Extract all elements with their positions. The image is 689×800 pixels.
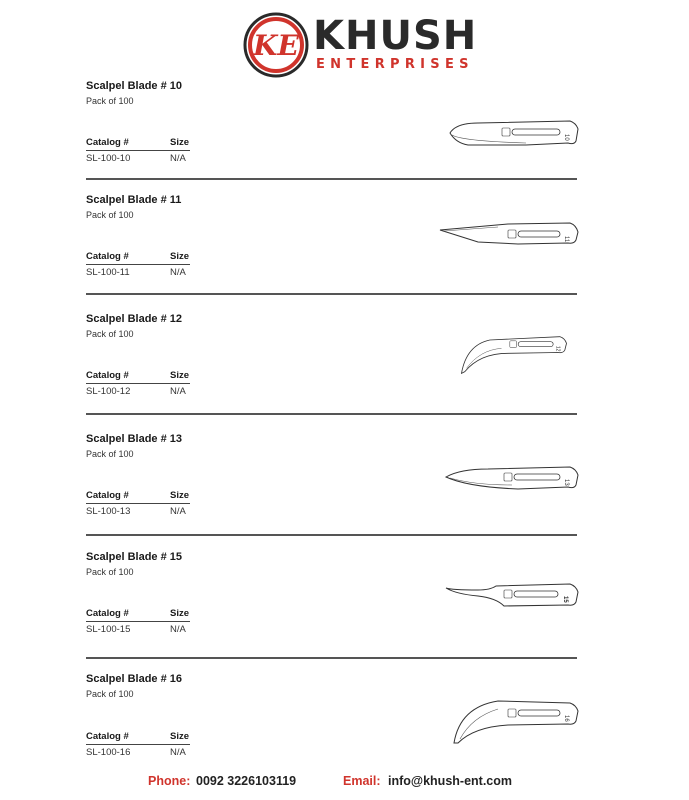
blade-mark: 16	[563, 715, 569, 722]
scalpel-blade-16-icon	[438, 695, 580, 745]
size-header: Size	[170, 137, 190, 148]
product-spec-table	[86, 251, 191, 279]
size-header: Size	[170, 251, 190, 262]
product-pack: Pack of 100	[86, 449, 134, 459]
product-item	[0, 80, 689, 180]
table-header-rule	[86, 150, 190, 151]
table-header-rule	[86, 503, 190, 504]
product-title: Scalpel Blade # 15	[86, 551, 182, 563]
catalog-value: SL-100-10	[86, 153, 131, 164]
product-title: Scalpel Blade # 12	[86, 313, 182, 325]
product-spec-table	[86, 137, 191, 165]
product-title: Scalpel Blade # 11	[86, 194, 182, 206]
size-value: N/A	[170, 506, 186, 517]
product-title: Scalpel Blade # 13	[86, 433, 182, 445]
scalpel-blade-15-icon	[438, 572, 580, 622]
catalog-header: Catalog #	[86, 370, 129, 381]
table-header-rule	[86, 383, 190, 384]
table-header-rule	[86, 621, 190, 622]
section-divider	[86, 293, 577, 295]
catalog-value: SL-100-12	[86, 386, 131, 397]
product-spec-table	[86, 370, 191, 398]
logo-letters: KE	[253, 29, 299, 62]
scalpel-blade-12-icon	[438, 325, 580, 375]
product-title: Scalpel Blade # 10	[86, 80, 182, 92]
catalog-value: SL-100-15	[86, 624, 131, 635]
size-header: Size	[170, 490, 190, 501]
product-spec-table	[86, 731, 191, 759]
size-value: N/A	[170, 267, 186, 278]
product-item	[0, 673, 689, 773]
ke-logo-icon	[243, 12, 309, 78]
brand-name: KHUSH	[313, 13, 478, 59]
catalog-header: Catalog #	[86, 731, 129, 742]
contact-footer	[0, 774, 689, 792]
blade-mark: 10	[563, 134, 569, 141]
section-divider	[86, 534, 577, 536]
catalog-header: Catalog #	[86, 608, 129, 619]
product-spec-table	[86, 608, 191, 636]
catalog-header: Catalog #	[86, 251, 129, 262]
section-divider	[86, 413, 577, 415]
brand-subtitle: ENTERPRISES	[316, 57, 474, 72]
catalog-header: Catalog #	[86, 137, 129, 148]
catalog-value: SL-100-11	[86, 267, 130, 278]
blade-mark: 13	[563, 479, 569, 486]
product-item	[0, 551, 689, 651]
email-label: Email:	[343, 774, 381, 788]
blade-mark: 15	[562, 596, 568, 603]
size-header: Size	[170, 608, 190, 619]
phone-number: 0092 3226103119	[196, 774, 297, 788]
product-pack: Pack of 100	[86, 567, 134, 577]
product-item	[0, 433, 689, 533]
size-value: N/A	[170, 153, 186, 164]
catalog-value: SL-100-13	[86, 506, 131, 517]
product-pack: Pack of 100	[86, 96, 134, 106]
product-item	[0, 194, 689, 294]
size-value: N/A	[170, 386, 186, 397]
product-title: Scalpel Blade # 16	[86, 673, 182, 685]
section-divider	[86, 657, 577, 659]
size-value: N/A	[170, 747, 186, 758]
blade-mark: 11	[563, 236, 569, 243]
page-header	[0, 0, 689, 80]
scalpel-blade-10-icon	[438, 109, 580, 159]
catalog-value: SL-100-16	[86, 747, 131, 758]
table-header-rule	[86, 264, 190, 265]
product-pack: Pack of 100	[86, 210, 134, 220]
scalpel-blade-11-icon	[438, 210, 580, 260]
blade-mark: 12	[554, 345, 561, 352]
table-header-rule	[86, 744, 190, 745]
phone-label: Phone:	[148, 774, 191, 788]
product-pack: Pack of 100	[86, 689, 134, 699]
product-pack: Pack of 100	[86, 329, 134, 339]
product-spec-table	[86, 490, 191, 518]
section-divider	[86, 178, 577, 180]
size-value: N/A	[170, 624, 186, 635]
catalog-header: Catalog #	[86, 490, 129, 501]
email-address: info@khush-ent.com	[388, 774, 512, 788]
product-item	[0, 313, 689, 413]
size-header: Size	[170, 370, 190, 381]
size-header: Size	[170, 731, 190, 742]
scalpel-blade-13-icon	[438, 455, 580, 505]
